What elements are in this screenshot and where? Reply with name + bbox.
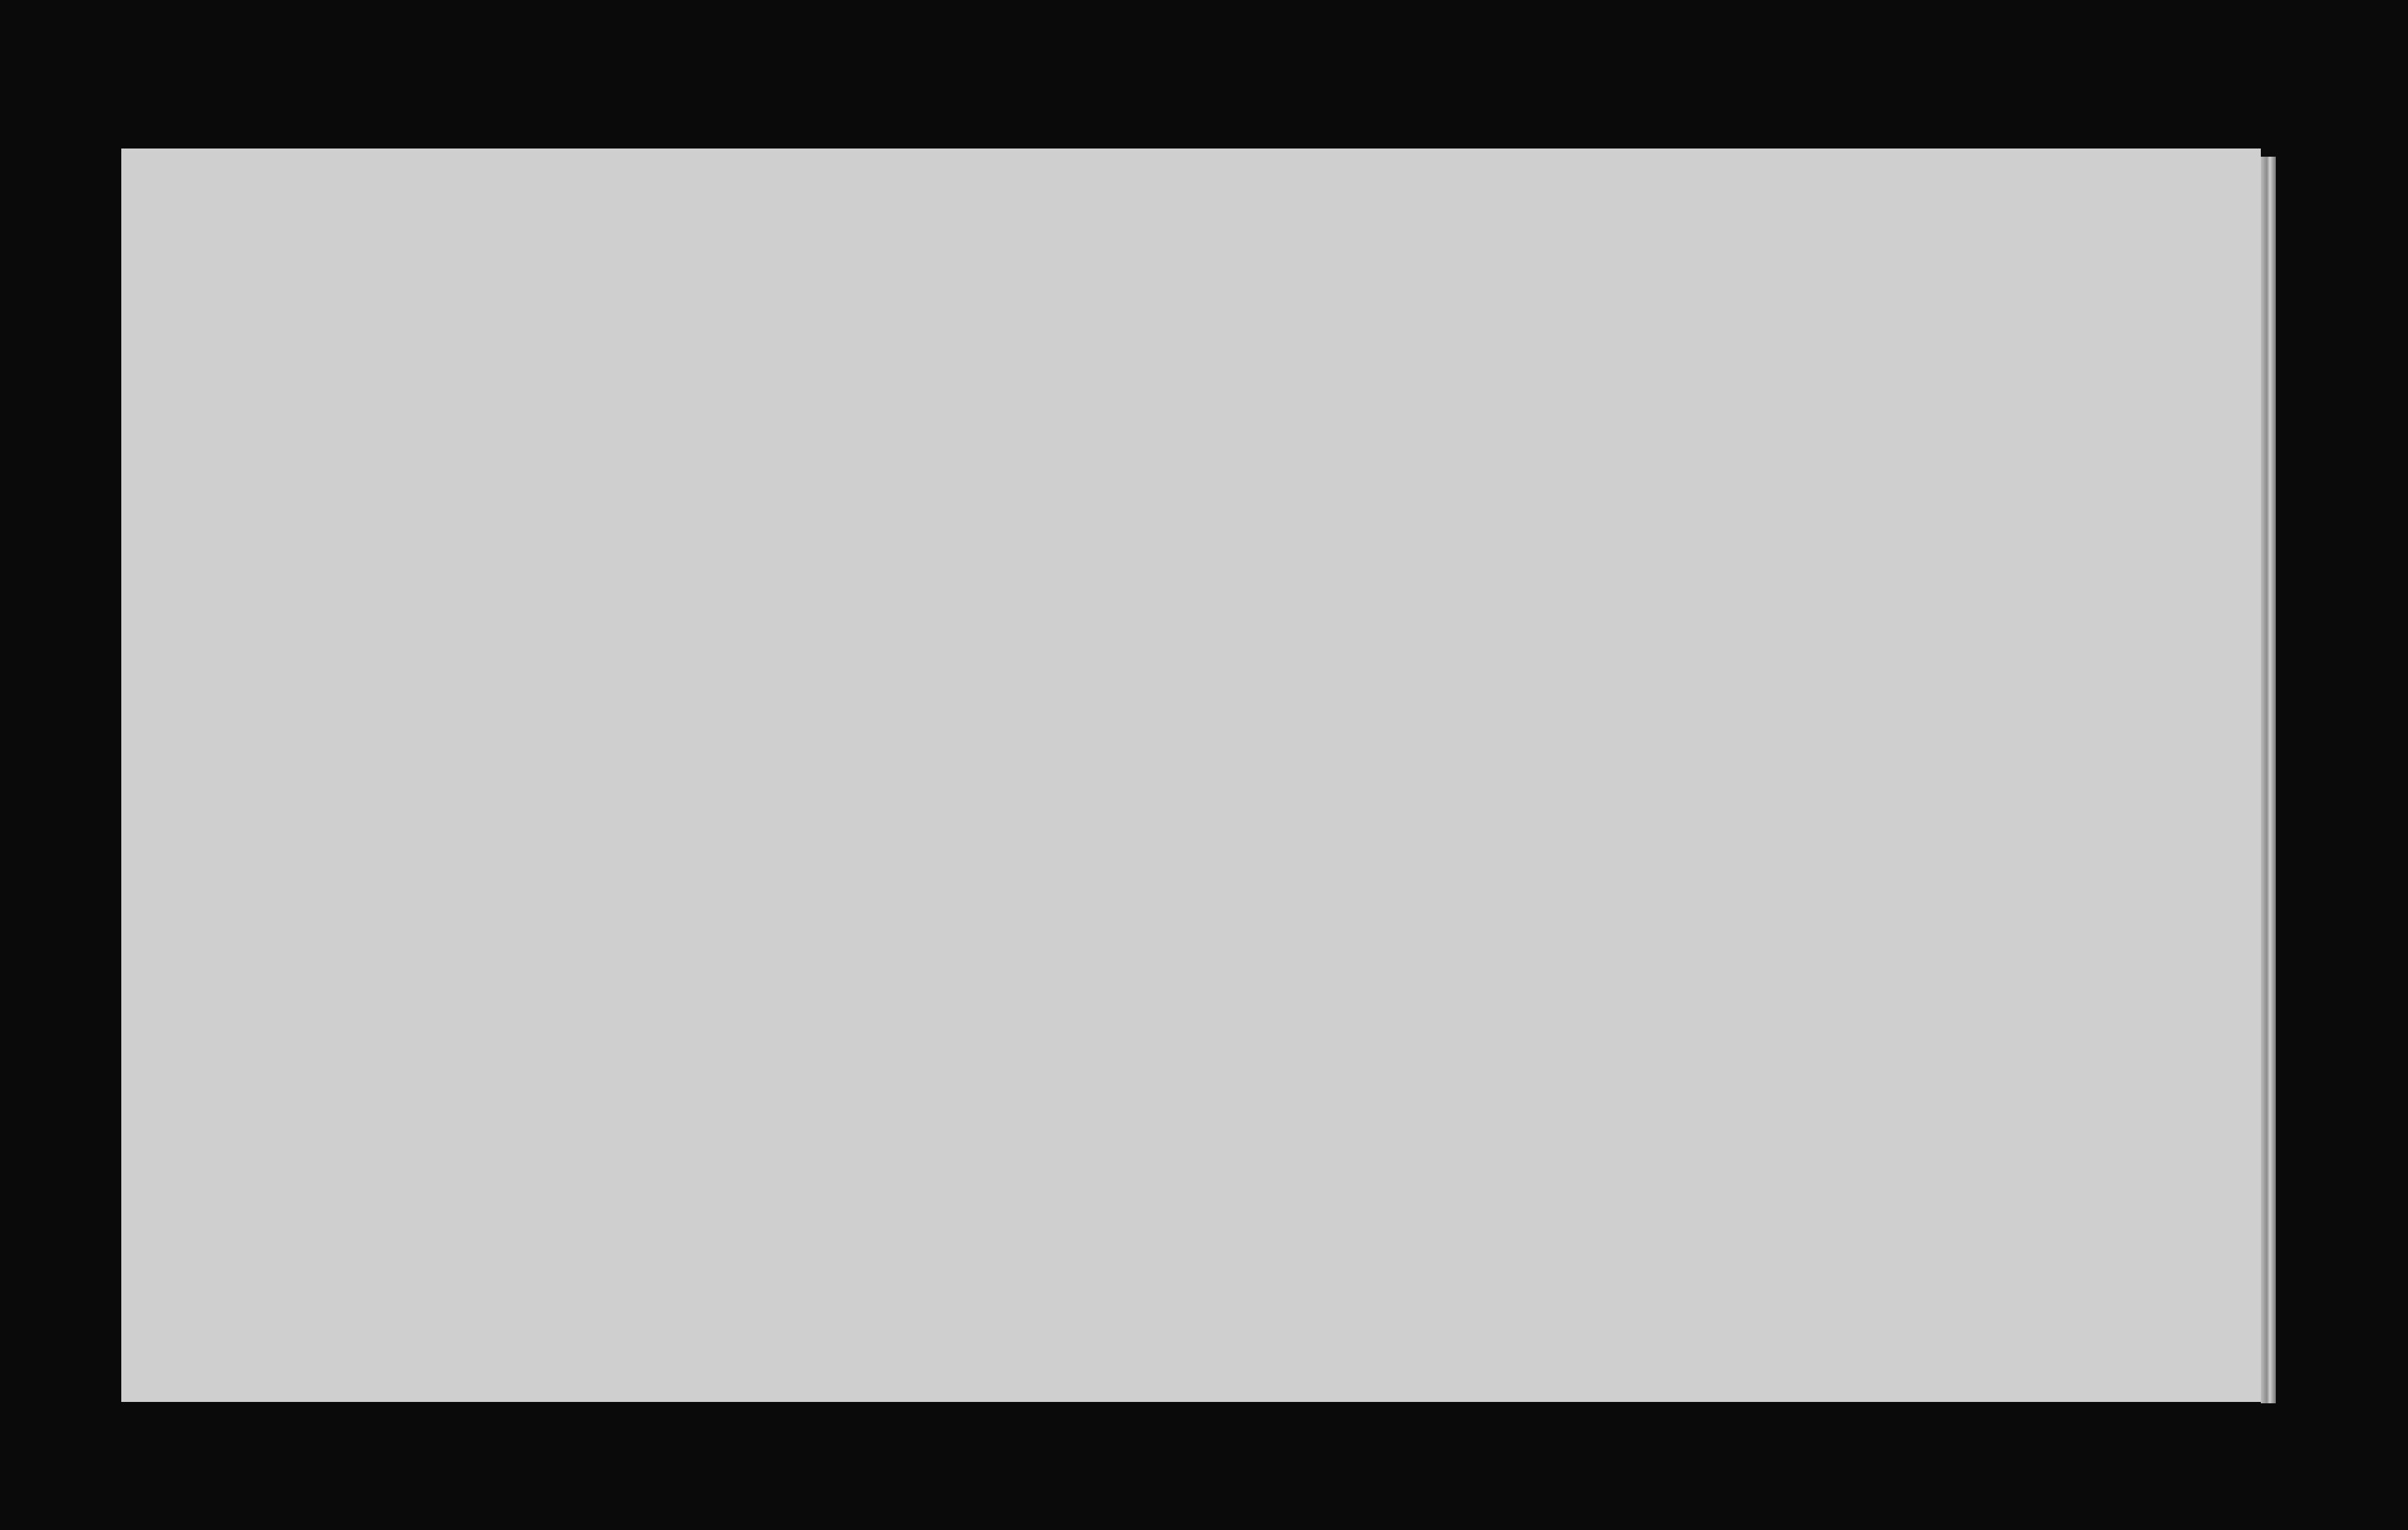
- card-sheet: [121, 149, 2261, 1402]
- census-card: [121, 149, 2261, 1402]
- page-edge: [2261, 157, 2276, 1403]
